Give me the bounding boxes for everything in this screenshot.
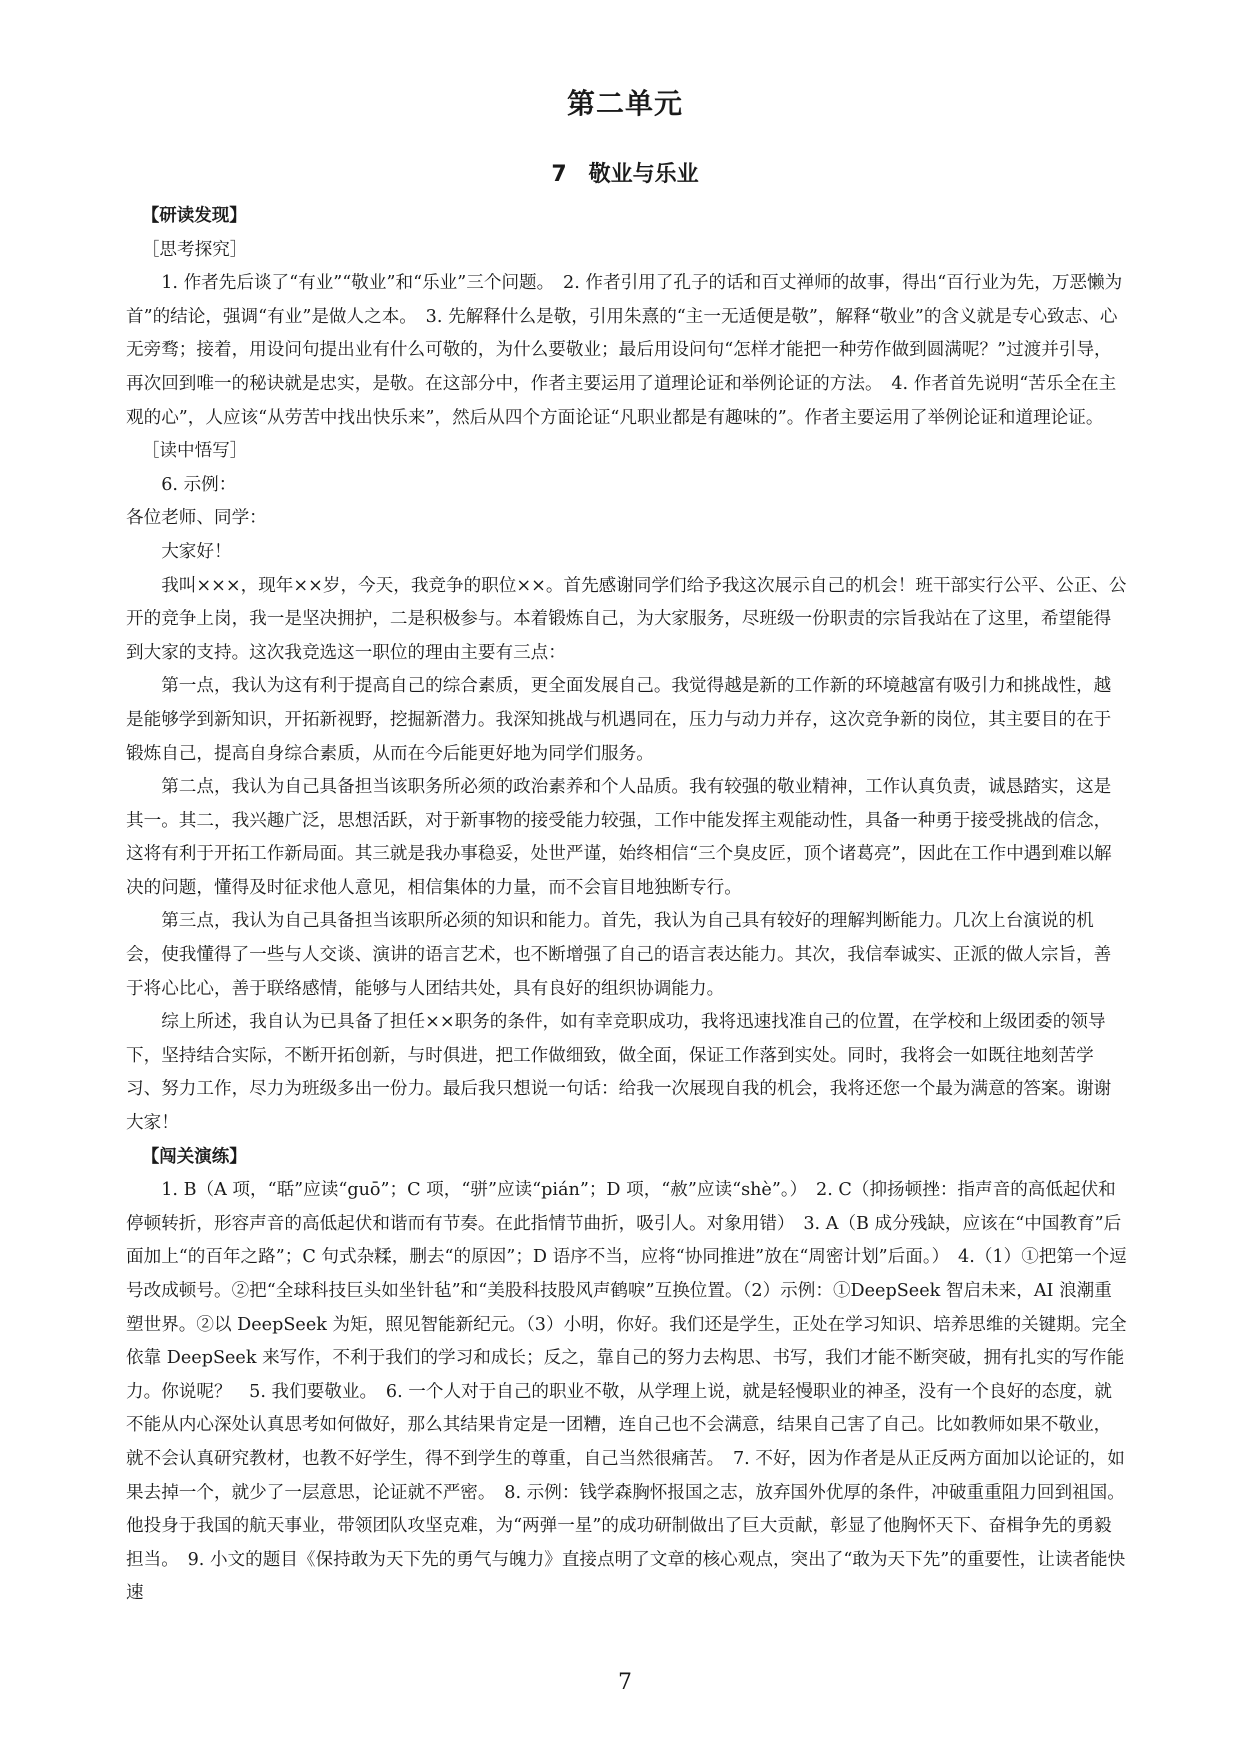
section-heading-practice: 【闯关演练】: [141, 1146, 247, 1167]
answer-paragraph: 6. 示例：: [161, 474, 237, 495]
speech-greeting: 大家好！: [161, 541, 232, 562]
speech-salutation: 各位老师、同学：: [126, 508, 267, 529]
lesson-title: [0, 157, 1250, 188]
lesson-number: 7: [551, 162, 567, 187]
page-number: 7: [618, 1670, 632, 1695]
subsection-heading-write: ［读中悟写］: [141, 441, 248, 462]
speech-paragraph: 第三点，我认为自己具备担当该职所必须的知识和能力。首先，我认为自己具有较好的理解判断能力。几次上台演说的机会，使我懂得了一些与人交谈、演讲的语言艺术，也不断增强了自己的语言表达能力。其次，我信奉诚实、正派的做人宗旨，善于将心比心，善于联络感情，能够与人团结共处，具有良好的组织协调能力。: [126, 911, 1112, 999]
speech-paragraph: 综上所述，我自认为已具备了担任××职务的条件，如有幸竞职成功，我将迅速找准自己的位置，在学校和上级团委的领导下，坚持结合实际，不断开拓创新，与时俱进，把工作做细致，做全面，保证工作落到实处。同时，我将会一如既往地刻苦学习、努力工作，尽力为班级多出一份力。最后我只想说一句话：给我一次展现自我的机会，我将还您一个最为满意的答案。谢谢大家！: [126, 1012, 1112, 1134]
unit-title: 第二单元: [566, 87, 683, 120]
answer-content: [126, 200, 1128, 1611]
section-heading-study: 【研读发现】: [141, 206, 247, 226]
lesson-title-text: 敬业与乐业: [588, 162, 699, 187]
speech-paragraph: 第二点，我认为自己具备担当该职务所必须的政治素养和个人品质。我有较强的敬业精神，工作认真负责，诚恳踏实，这是其一。其二，我兴趣广泛，思想活跃，对于新事物的接受能力较强，工作中能发挥主观能动性，具备一种勇于接受挑战的信念，这将有利于开拓工作新局面。其三就是我办事稳妥，处世严谨，始终相信“三个臭皮匠，顶个诸葛亮”，因此在工作中遇到难以解决的问题，懂得及时征求他人意见，相信集体的力量，而不会盲目地独断专行。: [126, 777, 1112, 898]
answer-paragraph: 1. 作者先后谈了“有业”“敬业”和“乐业”三个问题。 2. 作者引用了孔子的话和百丈禅师的故事，得出“百行业为先，万恶懒为首”的结论，强调“有业”是做人之本。 3. 先解释什么是敬，引用朱熹的“主一无适便是敬”，解释“敬业”的含义就是专心致志、心无旁骛；接着，用设问句提出业有什么可敬的，为什么要敬业；最后用设问句“怎样才能把一种劳作做到圆满呢？”过渡并引导，再次回到唯一的秘诀就是忠实，是敬。在这部分中，作者主要运用了道理论证和举例论证的方法。 4. 作者首先说明“苦乐全在主观的心”，人应该“从劳苦中找出快乐来”，然后从四个方面论证“凡职业都是有趣味的”。作者主要运用了举例论证和道理论证。: [126, 273, 1123, 428]
answer-paragraph: 1. B（A 项，“聒”应读“guō”；C 项，“骈”应读“pián”；D 项，“赦”应读“shè”。） 2. C（抑扬顿挫：指声音的高低起伏和停顿转折，形容声音的高低起伏和谐而有节奏。在此指情节曲折，吸引人。对象用错） 3. A（B 成分残缺，应该在“中国教育”后面加上“的百年之路”；C 句式杂糅，删去“的原因”；D 语序不当，应将“协同推进”放在“周密计划”后面。） 4.（1）①把第一个逗号改成顿号。②把“全球科技巨头如坐针毡”和“美股科技股风声鹤唳”互换位置。（2）示例：①DeepSeek 智启未来，AI 浪潮重塑世界。②以 DeepSeek 为矩，照见智能新纪元。（3）小明，你好。我们还是学生，正处在学习知识、培养思维的关键期。完全依靠 DeepSeek 来写作，不利于我们的学习和成长；反之，靠自己的努力去构思、书写，我们才能不断突破，拥有扎实的写作能力。你说呢？ 5. 我们要敬业。 6. 一个人对于自己的职业不敬，从学理上说，就是轻慢职业的神圣，没有一个良好的态度，就不能从内心深处认真思考如何做好，那么其结果肯定是一团糟，连自己也不会满意，结果自己害了自己。比如教师如果不敬业，就不会认真研究教材，也教不好学生，得不到学生的尊重，自己当然很痛苦。 7. 不好，因为作者是从正反两方面加以论证的，如果去掉一个，就少了一层意思，论证就不严密。 8. 示例：钱学森胸怀报国之志，放弃国外优厚的条件，冲破重重阻力回到祖国。他投身于我国的航天事业，带领团队攻坚克难，为“两弹一星”的成功研制做出了巨大贡献，彰显了他胸怀天下、奋楫争先的勇毅担当。 9. 小文的题目《保持敢为天下先的勇气与魄力》直接点明了文章的核心观点，突出了“敢为天下先”的重要性，让读者能快速: [126, 1180, 1127, 1604]
speech-paragraph: 第一点，我认为这有利于提高自己的综合素质，更全面发展自己。我觉得越是新的工作新的环境越富有吸引力和挑战性，越是能够学到新知识，开拓新视野，挖掘新潜力。我深知挑战与机遇同在，压力与动力并存，这次竞争新的岗位，其主要目的在于锻炼自己，提高自身综合素质，从而在今后能更好地为同学们服务。: [126, 676, 1112, 764]
subsection-heading-think: ［思考探究］: [141, 239, 248, 260]
speech-paragraph: 我叫×××，现年××岁，今天，我竞争的职位××。首先感谢同学们给予我这次展示自己的机会！班干部实行公平、公正、公开的竞争上岗，我一是坚决拥护，二是积极参与。本着锻炼自己，为大家服务，尽班级一份职责的宗旨我站在了这里，希望能得到大家的支持。这次我竞选这一职位的理由主要有三点：: [126, 575, 1127, 663]
